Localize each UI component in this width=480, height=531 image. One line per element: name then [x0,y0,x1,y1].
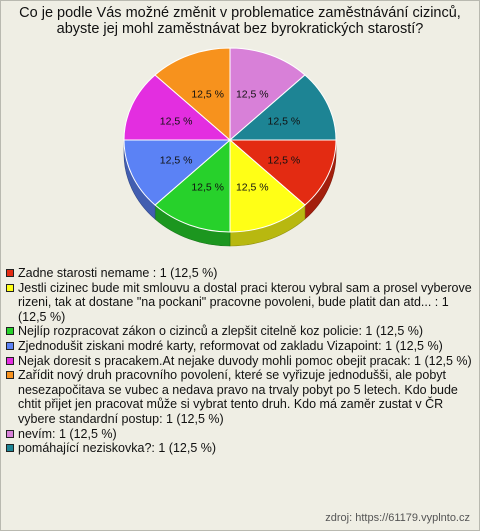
pie-slice-label-2: 12,5 % [235,181,269,194]
pie-slice-label-8: 12,5 % [267,115,301,128]
legend-item [6,354,472,369]
legend-swatch [6,357,14,365]
legend-swatch [6,269,14,277]
legend-item [6,281,472,325]
chart-title-line-1: Co je podle Vás možné změnit v problematice zaměstnávání cizinců, [19,5,461,21]
legend-swatch [6,342,14,350]
pie-slice-label-1: 12,5 % [267,154,301,167]
legend-swatch [6,430,14,438]
pie-slice-label-4: 12,5 % [159,154,193,167]
legend-swatch [6,284,14,292]
legend-label: pomáhající neziskovka?: 1 (12,5 %) [18,441,217,456]
legend-item [6,339,472,354]
legend-swatch [6,327,14,335]
legend-label: Jestli cizinec bude mit smlouvu a dostal praci kterou vybral sam a prosel vyberove rizeni, tak at dostane "na pockani" pracovne povoleni, bude platit dan atd... : 1 (12,5 %) [18,280,472,324]
chart-title-line-2: abyste jej mohl zaměstnávat bez byrokratických starostí? [56,21,424,37]
pie-chart [0,0,480,260]
source-credit: zdroj: https://61179.vyplnto.cz [325,512,470,524]
legend-item [6,427,472,442]
legend-swatch [6,371,14,379]
legend-label: Zařídit nový druh pracovního povolení, které se vyřizuje jednodušši, ale pobyt nesezapočitava se vubec a nedava pravo na trvaly pobyt po 5 letech. Kdo bude chtit přijet jen pracovat může si vybrat tento druh. Kdo má zaměr zustat v ČR vybere standardní postup: 1 (12,5 %) [18,368,458,426]
legend-item [6,324,472,339]
legend-item [6,368,472,426]
pie-slice-label-6: 12,5 % [191,88,225,101]
pie-slice-label-7: 12,5 % [235,88,269,101]
legend-label: Zjednodušit ziskani modré karty, reformovat od zakladu Vizapoint: 1 (12,5 %) [18,338,443,353]
legend-swatch [6,444,14,452]
pie-slice-label-3: 12,5 % [191,181,225,194]
legend-item [6,441,472,456]
legend-item [6,266,472,281]
legend-label: Nejlíp rozpracovat zákon o cizinců a zlepšit citelně koz policie: 1 (12,5 %) [18,324,424,339]
chart-legend [6,266,472,456]
pie-slice-label-5: 12,5 % [159,115,193,128]
legend-label: nevím: 1 (12,5 %) [18,426,117,441]
legend-label: Zadne starosti nemame : 1 (12,5 %) [18,266,218,280]
legend-label: Nejak doresit s pracakem.At nejake duvody mohli pomoc obejit pracak: 1 (12,5 %) [18,353,472,368]
